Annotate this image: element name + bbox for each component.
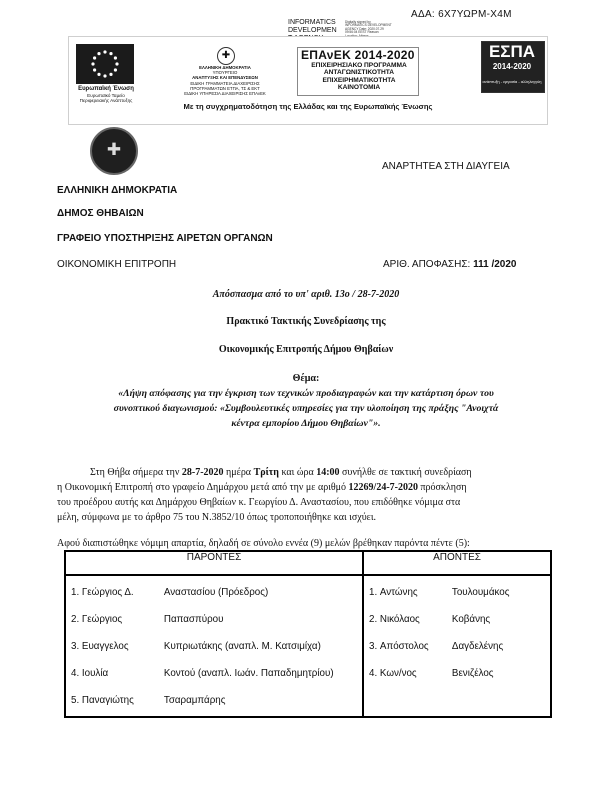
ministry-line: ΕΛΛΗΝΙΚΗ ΔΗΜΟΚΡΑΤΙΑ (199, 65, 251, 70)
text: και ώρα (278, 467, 317, 478)
first-name: Απόστολος (379, 641, 429, 652)
absent-header: ΑΠΟΝΤΕΣ (433, 552, 481, 563)
item-number: 5. (71, 695, 80, 706)
meeting-day: Τρίτη (253, 467, 279, 478)
last-name: Αναστασίου (Πρόεδρος) (163, 587, 269, 598)
ada-code: ΑΔΑ: 6Χ7ΥΩΡΜ-Χ4Μ (411, 9, 512, 20)
item-number: 2. (369, 614, 378, 625)
first-name: Ιουλία (81, 668, 109, 679)
list-item (71, 579, 362, 606)
funding-banner (68, 36, 548, 125)
excerpt-title: Απόσπασμα από το υπ' αριθ. 13ο / 28-7-2020 (212, 289, 400, 300)
text: Στη Θήβα σήμερα την (90, 467, 182, 478)
list-item (369, 579, 550, 606)
attendance-table (64, 550, 552, 718)
committee-name: Οικονομικής Επιτροπής Δήμου Θηβαίων (218, 344, 394, 355)
paragraph-line: μέλη, σύμφωνα με το άρθρο 75 του Ν.3852/10 όπως τροποποιήθηκε και ισχύει. (57, 512, 377, 523)
subject-line: «Λήψη απόφασης για την έγκριση των τεχνικών προδιαγραφών και την κατάρτιση όρων του (118, 388, 494, 399)
espa-years: 2014-2020 (492, 62, 532, 71)
last-name: Κυπριωτάκης (αναπλ. Μ. Κατσιμίχα) (163, 641, 321, 652)
list-item (71, 633, 362, 660)
subject-line: κέντρα εμπορίου Δήμου Θηβαίων"». (231, 418, 381, 429)
office-title: ΓΡΑΦΕΙΟ ΥΠΟΣΤΗΡΙΞΗΣ ΑΙΡΕΤΩΝ ΟΡΓΑΝΩΝ (57, 233, 273, 244)
epanek-line: ΚΑΙΝΟΤΟΜΙΑ (337, 84, 381, 92)
ministry-line: ΥΠΟΥΡΓΕΙΟ (212, 70, 238, 76)
signature-details: Digitally signed by INFORMATICS DEVELOPMENT AGENCY Date: 2020.07.29 09:56:04 EEST Reason: (345, 20, 392, 35)
item-number: 2. (71, 614, 80, 625)
first-name: Γεώργιος (81, 614, 123, 625)
first-name: Γεώργιος Δ. (81, 587, 134, 598)
paragraph-line (90, 466, 472, 479)
greek-emblem-icon: ✚ (217, 47, 235, 65)
absent-header-cell (363, 551, 551, 575)
ministry-line: ΠΡΟΓΡΑΜΜΑΤΩΝ ΕΤΠΑ, ΤΣ & ΕΚΤ (190, 85, 260, 91)
first-name: Παναγιώτης (81, 695, 134, 706)
present-list (66, 576, 362, 714)
ministry-text (169, 65, 281, 96)
invitation-number: 12269/24-7-2020 (348, 482, 418, 493)
list-item (71, 660, 362, 687)
paragraph-line: του προέδρου αυτής και Δημάρχου Θηβαίων κ. Γεωργίου Δ. Αναστασίου, που επιδόθηκε νόμιμα στα (57, 497, 461, 508)
present-header: ΠΑΡΟΝΤΕΣ (186, 552, 242, 563)
last-name: Βενιζέλος (451, 668, 494, 679)
text: πρόσκληση (418, 482, 467, 493)
publish-notice: ΑΝΑΡΤΗΤΕΑ ΣΤΗ ΔΙΑΥΓΕΙΑ (382, 161, 510, 172)
epanek-line: ΑΝΤΑΓΩΝΙΣΤΙΚΟΤΗΤΑ (323, 69, 395, 77)
last-name: Τουλουμάκος (451, 587, 510, 598)
first-name: Κων/νος (379, 668, 417, 679)
item-number: 1. (369, 587, 378, 598)
eu-stars-icon (76, 44, 134, 84)
last-name: Τσαραμπάρης (163, 695, 226, 706)
republic-title: ΕΛΛΗΝΙΚΗ ΔΗΜΟΚΡΑΤΙΑ (57, 185, 178, 196)
municipality-title: ΔΗΜΟΣ ΘΗΒΑΙΩΝ (57, 208, 144, 219)
epanek-line: ΕΠΙΧΕΙΡΗΜΑΤΙΚΟΤΗΤΑ (322, 76, 396, 84)
cross-icon: ✚ (106, 140, 122, 159)
epanek-subtitle (301, 62, 417, 92)
subject-line: συνοπτικού διαγωνισμού: «Συμβουλευτικές υπηρεσίες για την υλοποίηση της πράξης "Ανοιχτά (113, 403, 499, 414)
decision-number (383, 258, 516, 271)
epanek-line: ΕΠΙΧΕΙΡΗΣΙΑΚΟ ΠΡΟΓΡΑΜΜΑ (311, 62, 407, 69)
ministry-line: ΕΙΔΙΚΗ ΓΡΑΜΜΑΤΕΙΑ ΔΙΑΧΕΙΡΙΣΗΣ (190, 80, 260, 86)
list-item (369, 660, 550, 687)
eu-label-sub: Ευρωπαϊκό Ταμείο Περιφερειακής Ανάπτυξης (79, 92, 133, 103)
espa-tagline: ανάπτυξη - εργασία - αλληλεγγύη (482, 79, 542, 84)
ministry-line: ΑΝΑΠΤΥΞΗΣ ΚΑΙ ΕΠΕΝΔΥΣΕΩΝ (192, 75, 258, 81)
quorum-line: Αφού διαπιστώθηκε νόμιμη απαρτία, δηλαδή σε σύνολο εννέα (9) μελών βρέθηκαν παρόντα πέντε (5): (57, 538, 470, 549)
first-name: Νικόλαος (379, 614, 420, 625)
espa-title: ΕΣΠΑ (488, 42, 536, 61)
meeting-time: 14:00 (316, 467, 340, 478)
last-name: Δαγδελένης (451, 641, 504, 652)
item-number: 3. (71, 641, 80, 652)
item-number: 4. (369, 668, 378, 679)
list-item (369, 633, 550, 660)
decision-label: ΑΡΙΘ. ΑΠΟΦΑΣΗΣ: (383, 259, 471, 270)
decision-value: 111 /2020 (473, 259, 517, 270)
eu-flag-logo (76, 44, 134, 84)
item-number: 4. (71, 668, 80, 679)
last-name: Παπασπύρου (163, 614, 224, 625)
committee-title: ΟΙΚΟΝΟΜΙΚΗ ΕΠΙΤΡΟΠΗ (57, 259, 177, 270)
item-number: 1. (71, 587, 80, 598)
agency-line: INFORMATICS (288, 19, 336, 26)
text: συνήλθε σε τακτική συνεδρίαση (339, 467, 472, 478)
absent-list (364, 576, 550, 687)
last-name: Κοβάνης (451, 614, 491, 625)
paragraph-line (57, 481, 467, 494)
item-number: 3. (369, 641, 378, 652)
meeting-date: 28-7-2020 (181, 467, 224, 478)
absent-list-cell (363, 575, 551, 717)
text: η Οικονομική Επιτροπή στο γραφείο Δημάρχου μετά από την με αριθμό (57, 482, 349, 493)
last-name: Κοντού (αναπλ. Ιωάν. Παπαδημητρίου) (163, 668, 334, 679)
agency-line: DEVELOPMEN (288, 27, 337, 34)
epanek-title: ΕΠΑνΕΚ 2014-2020 (301, 48, 415, 62)
banner-footer: Με τη συγχρηματοδότηση της Ελλάδας και της Ευρωπαϊκής Ένωσης (183, 102, 433, 111)
present-header-cell (65, 551, 363, 575)
minutes-title: Πρακτικό Τακτικής Συνεδρίασης της (226, 316, 386, 327)
first-name: Ευαγγελος (81, 641, 129, 652)
eu-label (73, 86, 139, 103)
present-list-cell (65, 575, 363, 717)
list-item (71, 687, 362, 714)
text: ημέρα (223, 467, 254, 478)
first-name: Αντώνης (379, 587, 418, 598)
subject-label: Θέμα: (292, 373, 320, 384)
list-item (71, 606, 362, 633)
ministry-line: ΕΙΔΙΚΗ ΥΠΗΡΕΣΙΑ ΔΙΑΧΕΙΡΙΣΗΣ ΕΠΑνΕΚ (184, 91, 266, 97)
eu-label-title: Ευρωπαϊκή Ένωση (78, 86, 134, 92)
list-item (369, 606, 550, 633)
